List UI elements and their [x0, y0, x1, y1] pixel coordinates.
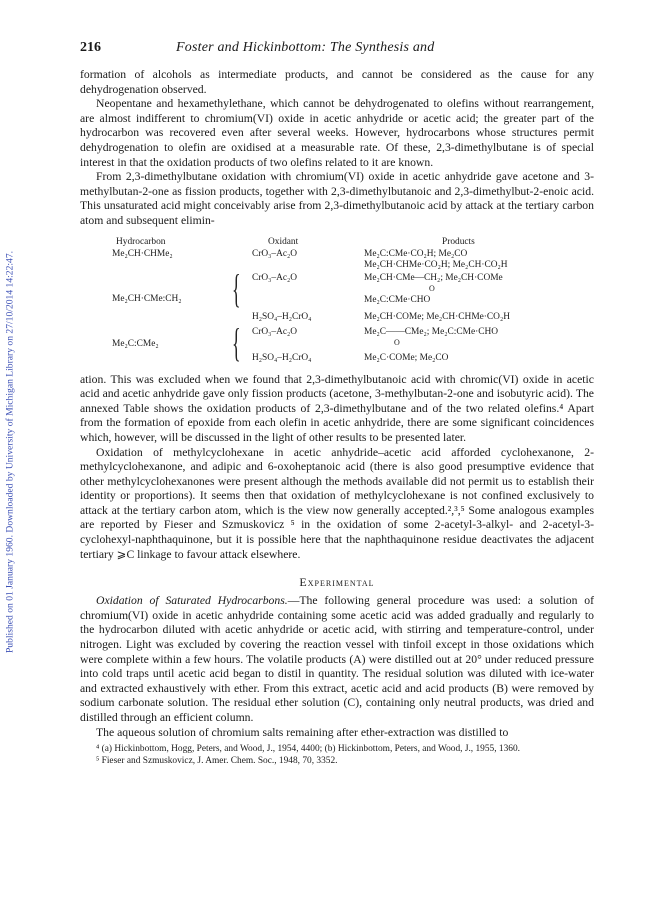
footnote: ⁴ (a) Hickinbottom, Hogg, Peters, and Wood, J., 1954, 4400; (b) Hickinbottom, Peters, and Wood, J., 1955, 1360.	[96, 744, 521, 755]
page-content	[80, 40, 594, 768]
running-title: Foster and Hickinbottom: The Synthesis and	[176, 40, 435, 55]
table-cell-products: Me₂C——CMe₂; Me₂C:CMe·CHO	[364, 326, 499, 337]
watermark-text: Published on 01 January 1960. Downloaded by University of Michigan Library on 27/10/2014 14:22:47.	[4, 250, 16, 654]
footnote: ⁵ Fieser and Szmuskovicz, J. Amer. Chem. Soc., 1948, 70, 3352.	[96, 755, 338, 766]
footnotes	[80, 744, 594, 768]
table-cell-products: Me₂C:CMe·CO₂H; Me₂CO	[364, 248, 468, 259]
subsection-lead: Oxidation of Saturated Hydrocarbons.	[96, 594, 288, 608]
table-cell-oxidant: H₂SO₄–H₂CrO₄	[252, 311, 312, 322]
paragraph: formation of alcohols as intermediate products, and cannot be considered as the cause for any dehydrogenation observed.	[80, 68, 594, 96]
section-title: Experimental	[299, 575, 375, 590]
brace-icon: {	[232, 265, 241, 311]
table-cell-oxidant: CrO₃–Ac₂O	[252, 248, 298, 259]
table-cell-hydrocarbon: Me₂CH·CHMe₂	[112, 248, 173, 259]
download-watermark	[0, 0, 20, 912]
paragraph: Oxidation of methylcyclohexane in acetic anhydride–acetic acid afforded cyclohexanone, 2-methylcyclohexanone, and adipic and 6-oxoheptanoic acid (there is also good presumptive evidence that other methylcyclohexanones were present although the methods available did not permit us to establish their identity or proportions). It seems then that oxidation of methylcyclohexane is not confined exclusively to attack at the tertiary carbon atom, which is the view now generally accepted.²,³,⁵ Some analogous examples are reported by Fieser and Szmuskovicz ⁵ in the oxidation of some 2-acetyl-3-alkyl- and 2-acetyl-3-cyclohexyl-naphthaquinone, but it is possible here that the naphthaquinone residue deactivates the adjacent tertiary ⩾C linkage to favour attack elsewhere.	[80, 445, 594, 561]
table-cell-hydrocarbon: Me₂CH·CMe:CH₂	[112, 293, 182, 304]
table-header-oxidant: Oxidant	[268, 236, 299, 247]
paragraph: Neopentane and hexamethylethane, which cannot be dehydrogenated to olefins without rearrangement, are almost indifferent to chromium(VI) oxide in acetic anhydride or acetic acid; the greater part of the hydrocarbon was recovered even after several weeks. However, hydrocarbons whose structures permit dehydrogenation to olefin are oxidised at a measurable rate. Of these, 2,3-dimethylbutane is of special interest in that the oxidation products of two olefins related to it are known.	[80, 97, 594, 169]
paragraph: Oxidation of Saturated Hydrocarbons.—The following general procedure was used: a solution of chromium(VI) oxide in acetic anhydride containing some acetic acid was added gradually and regularly to the hydrocarbon diluted with acetic anhydride or acetic acid, with stirring and temperature-control, under nitrogen. Light was excluded by covering the reaction vessel with tinfoil except in those oxidations which were complete within a few hours. The volatile products (A) were distilled out at 20° under reduced pressure into cold traps until acetic acid began to distil in quantity. The residual solution was diluted with ice-water and extracted exhaustively with ether. From this extract, acetic acid and acid products (B) were removed by sodium carbonate solution. The residual ether solution (C), containing only neutral products, was dried and distilled through an efficient column.	[80, 594, 595, 724]
epoxide-oxygen: O	[429, 283, 435, 293]
brace-icon: {	[232, 319, 241, 365]
oxidation-products-table	[80, 235, 594, 371]
table-cell-oxidant: CrO₃–Ac₂O	[252, 326, 298, 337]
table-header-products: Products	[442, 236, 475, 247]
epoxide-oxygen: O	[394, 337, 400, 347]
table-cell-products: Me₂CH·COMe; Me₂CH·CHMe·CO₂H	[364, 311, 510, 322]
page-header	[80, 40, 594, 64]
table-cell-oxidant: H₂SO₄–H₂CrO₄	[252, 352, 312, 363]
paragraph: The aqueous solution of chromium salts remaining after ether-extraction was distilled to	[96, 725, 509, 739]
paragraph: From 2,3-dimethylbutane oxidation with chromium(VI) oxide in acetic anhydride gave acetone and 3-methylbutan-2-one as fission products, together with 2,3-dimethylbutanoic and 2,3-dimethylbut-2-enoic acid. This unsaturated acid might conceivably arise from 2,3-dimethylbutanoic acid by attack at the tertiary carbon atom and subsequent elimin-	[80, 170, 594, 227]
table-cell-products: Me₂C:CMe·CHO	[364, 294, 431, 305]
page-number: 216	[80, 40, 101, 55]
table-cell-products: Me₂C·COMe; Me₂CO	[364, 352, 449, 363]
paragraph: ation. This was excluded when we found that 2,3-dimethylbutanoic acid with chromic(VI) oxide in acetic acid and acetic anhydride gave only fission products (acetone, 3-methylbutan-2-one and isobutyric acid). The annexed Table shows the oxidation products of 2,3-dimethylbutane and of the two related olefins.⁴ Apart from the formation of epoxide from each olefin in acetic anhydride, there are some significant coincidences which, however, will be discussed in the light of other results to be presented later.	[80, 372, 594, 444]
table-cell-products: Me₂CH·CMe—CH₂; Me₂CH·COMe	[364, 272, 503, 283]
table-cell-products: Me₂CH·CHMe·CO₂H; Me₂CH·CO₂H	[364, 259, 508, 270]
table-cell-oxidant: CrO₃–Ac₂O	[252, 272, 298, 283]
table-cell-hydrocarbon: Me₂C:CMe₂	[112, 338, 159, 349]
table-header-hydrocarbon: Hydrocarbon	[116, 236, 166, 247]
